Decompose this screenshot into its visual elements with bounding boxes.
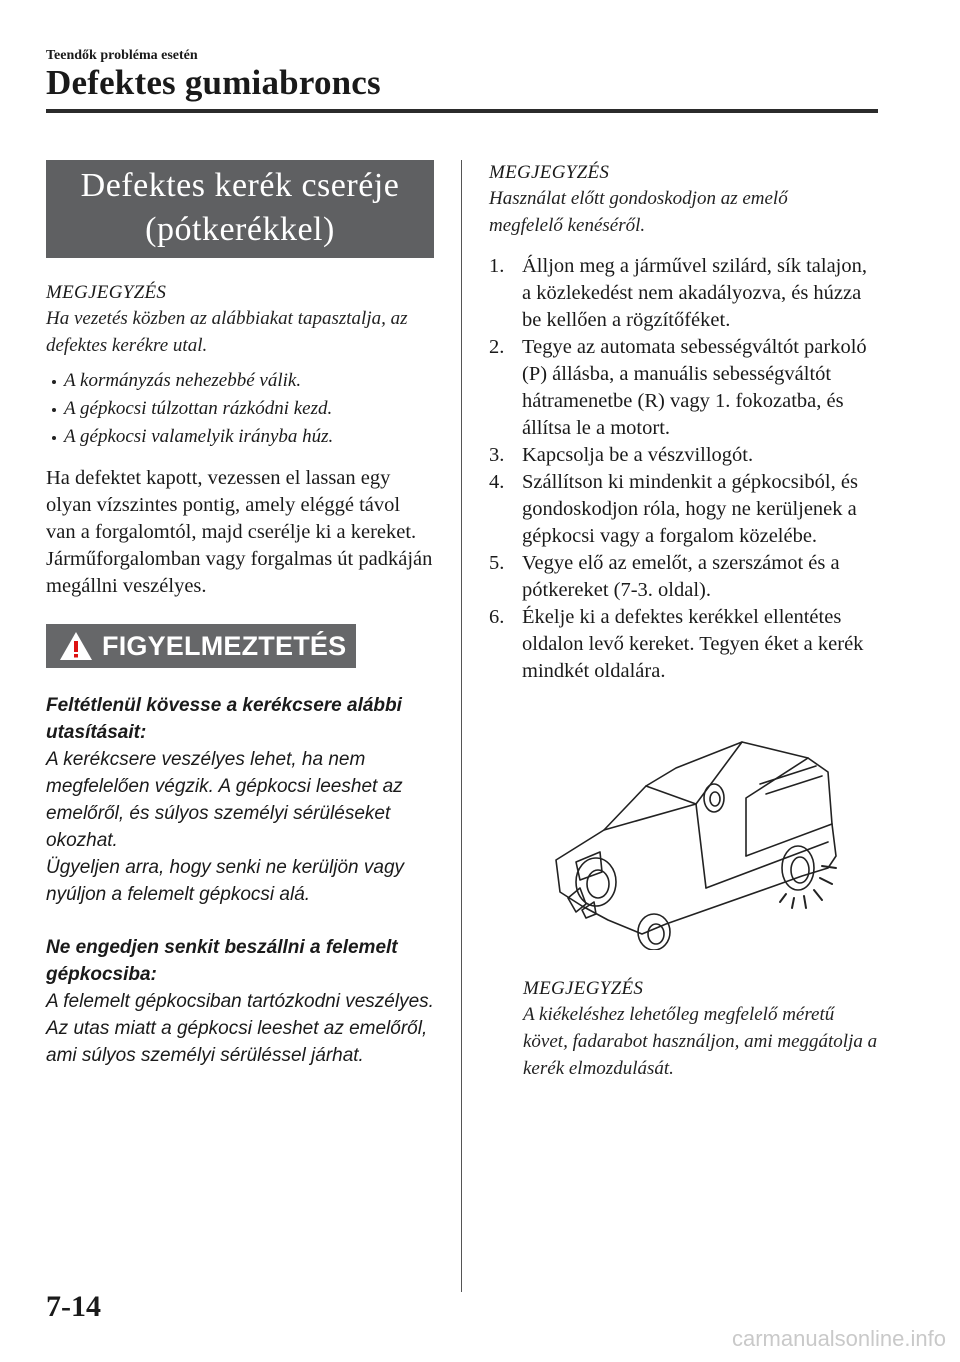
car-wheel-chock-illustration — [546, 738, 866, 950]
sub-note-block — [523, 976, 883, 1082]
list-item: 4. Szállítson ki mindenkit a gépkocsiból, és gondoskodjon róla, hogy ne kerüljenek a gépkocsi vagy a forgalom közelébe. — [489, 471, 858, 547]
list-item: 6. Ékelje ki a defektes kerékkel ellentétes oldalon levő kereket. Tegyen éket a kerék mindkét oldalára. — [489, 606, 864, 682]
warning-block-1 — [46, 692, 434, 908]
watermark: carmanualsonline.info — [731, 1326, 946, 1351]
right-column — [489, 160, 889, 685]
list-item: A kormányzás nehezebbé válik. — [46, 367, 434, 395]
note-text: Ha vezetés közben az alábbiakat tapasztalja, az defektes kerékre utal. — [46, 308, 408, 356]
note-block — [46, 280, 434, 451]
symptom-list — [46, 367, 434, 451]
list-item: 3. Kapcsolja be a vészvillogót. — [489, 444, 754, 466]
note-text: Használat előtt gondoskodjon az emelő megfelelő kenéséről. — [489, 188, 788, 236]
list-item: 5. Vegye elő az emelőt, a szerszámot és a pótkereket (7-3. oldal). — [489, 552, 840, 601]
header-rule — [46, 109, 878, 113]
page-number: 7-14 — [46, 1290, 101, 1323]
warning-text: Ügyeljen arra, hogy senki ne kerüljön vagy nyúljon a felemelt gépkocsi alá. — [46, 857, 405, 905]
section-title-line2: (pótkerékkel) — [145, 211, 335, 248]
section-label: Teendők probléma esetén — [46, 48, 198, 63]
section-title-box — [46, 160, 434, 258]
warning-text: A felemelt gépkocsiban tartózkodni veszélyes. Az utas miatt a gépkocsi leeshet az emelőről, ami súlyos személyi sérüléssel járhat. — [46, 991, 434, 1066]
page-title: Defektes gumiabroncs — [46, 63, 381, 102]
list-item: 2. Tegye az automata sebességváltót parkoló (P) állásba, a manuális sebességváltót hátramenetbe (R) vagy 1. fokozatba, és állítsa le a motort. — [489, 336, 867, 439]
warning-triangle-icon — [58, 630, 94, 662]
body-paragraph: Ha defektet kapott, vezessen el lassan egy olyan vízszintes pontig, amely eléggé távol van a forgalomtól, majd cserélje ki a kereket. — [46, 467, 417, 543]
list-item: 1. Álljon meg a járművel szilárd, sík talajon, a közlekedést nem akadályozva, és húzza be kellően a rögzítőféket. — [489, 255, 867, 331]
note-heading: MEGJEGYZÉS — [523, 978, 644, 999]
warning-block-2 — [46, 934, 434, 1069]
section-title-line1: Defektes kerék cseréje — [80, 167, 400, 204]
column-divider — [461, 160, 462, 1292]
list-item: A gépkocsi túlzottan rázkódni kezd. — [46, 395, 434, 423]
note-heading: MEGJEGYZÉS — [489, 162, 610, 183]
note-heading: MEGJEGYZÉS — [46, 282, 167, 303]
warning-banner-wrap — [46, 624, 434, 668]
warning-text: A kerékcsere veszélyes lehet, ha nem megfelelően végzik. A gépkocsi leeshet az emelőről, és súlyos személyi sérüléseket okozhat. — [46, 749, 403, 851]
step-list — [489, 253, 875, 685]
note-text: A kiékeléshez lehetőleg megfelelő méretű követ, fadarabot használjon, ami meggátolja a kerék elmozdulását. — [523, 1004, 878, 1079]
warning-heading: Feltétlenül kövesse a kerékcsere alábbi utasításait: — [46, 695, 402, 743]
warning-label: FIGYELMEZTETÉS — [102, 630, 347, 661]
list-item: A gépkocsi valamelyik irányba húz. — [46, 423, 434, 451]
warning-banner — [46, 624, 356, 668]
body-paragraph: Járműforgalomban vagy forgalmas út padkáján megállni veszélyes. — [46, 548, 433, 597]
warning-heading: Ne engedjen senkit beszállni a felemelt gépkocsiba: — [46, 937, 398, 985]
left-column — [46, 160, 434, 1069]
